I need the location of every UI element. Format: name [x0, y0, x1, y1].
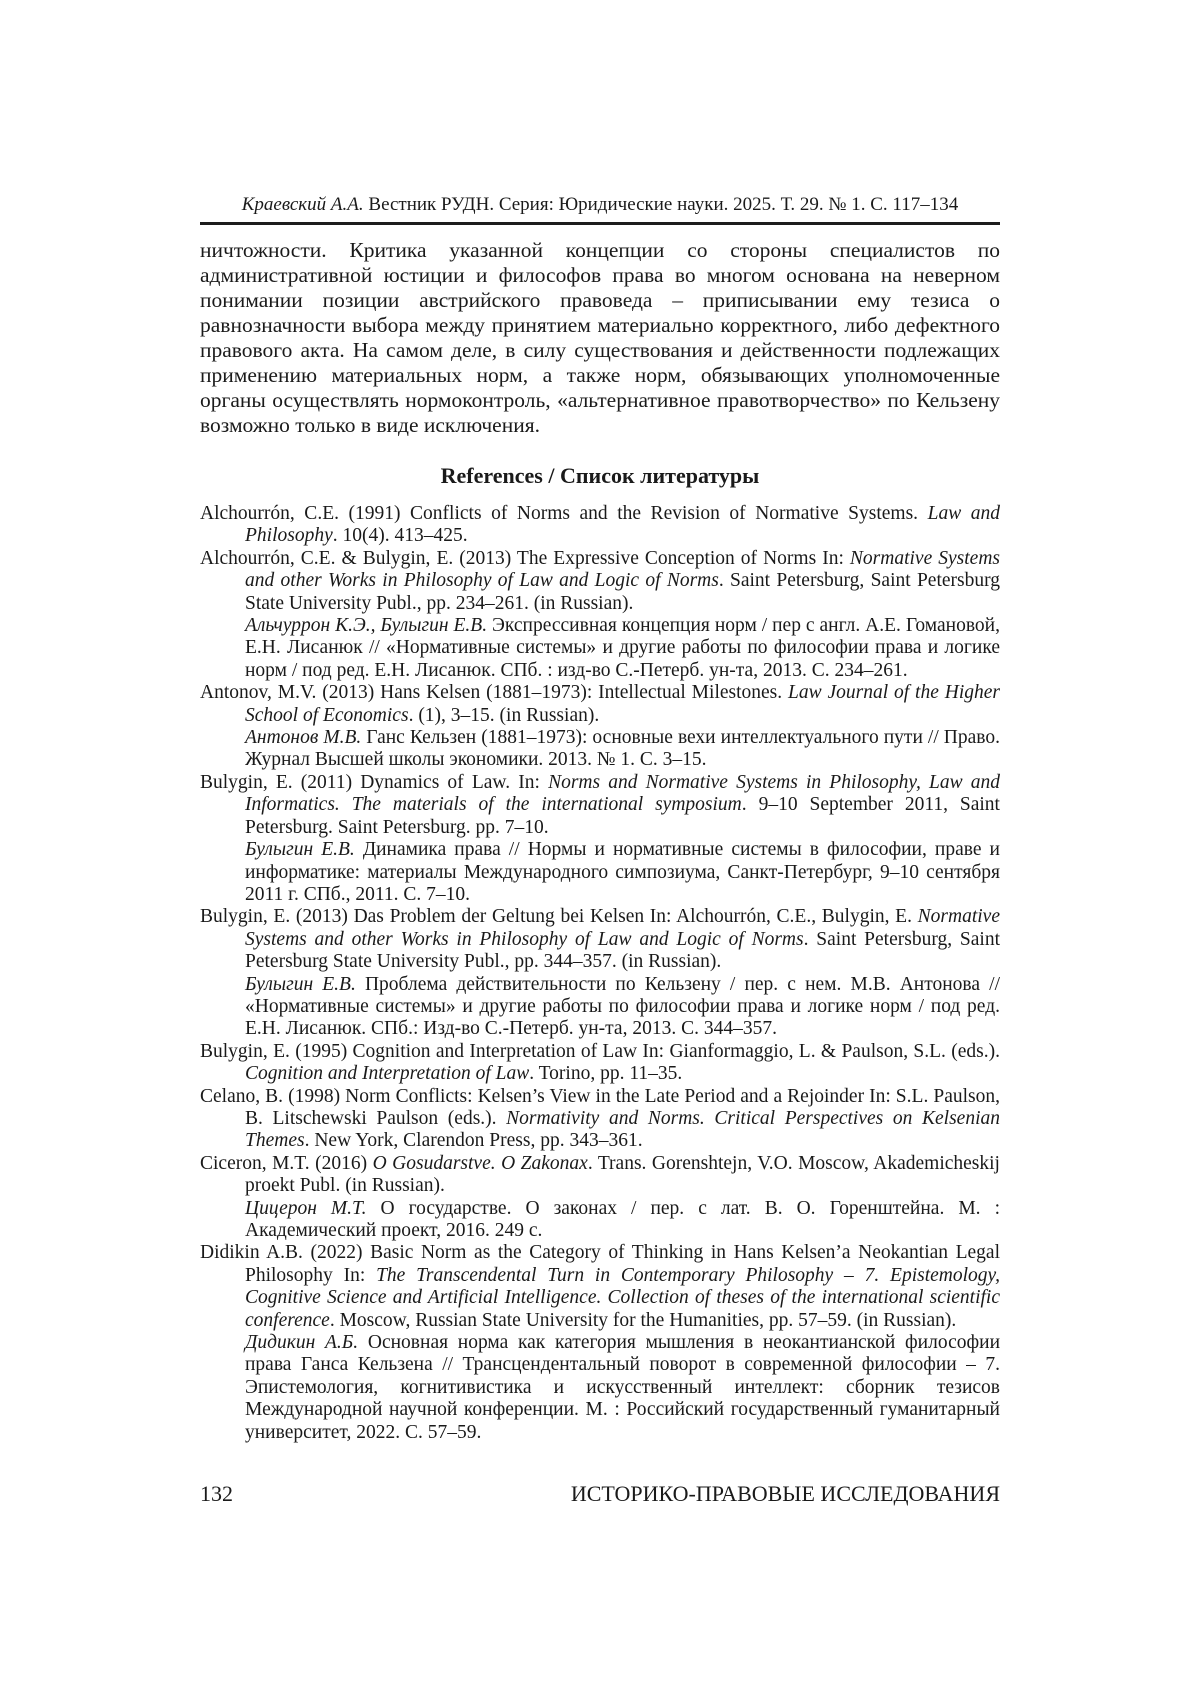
- body-paragraph: ничтожности. Критика указанной концепции со стороны специалистов по административной юстиции и философов права во многом основана на неверном понимании позиции австрийского правоведа – приписывании ему тезиса о равнозначности выбора между принятием материально корректного, либо дефектного правового акта. На самом деле, в силу существования и действенности подлежащих применению материальных норм, а также норм, обязывающих уполномоченные органы осуществлять нормоконтроль, «альтернативное правотворчество» по Кельзену возможно только в виде исключения.: [200, 238, 1000, 437]
- reference-entry: [200, 503, 1000, 548]
- running-head: [200, 193, 1000, 217]
- reference-main: Bulygin, E. (2013) Das Problem der Geltung bei Kelsen In: Alchourrón, C.E., Bulygin, E. Normative Systems and other Works in Philosophy of Law and Logic of Norms. Saint Petersburg, Saint Petersburg State University Publ., pp. 344–357. (in Russian).: [200, 906, 1001, 973]
- reference-main: Celano, B. (1998) Norm Conflicts: Kelsen’s View in the Late Period and a Rejoinder In: S.L. Paulson, B. Litschewski Paulson (eds.). Normativity and Norms. Critical Perspectives on Kelsenian Themes. New York, Clarendon Press, pp. 343–361.: [200, 1085, 1001, 1152]
- reference-main: Bulygin, E. (2011) Dynamics of Law. In: Norms and Normative Systems in Philosophy, Law and Informatics. The materials of the international symposium. 9–10 September 2011, Saint Petersburg. Saint Petersburg. pp. 7–10.: [200, 771, 1001, 838]
- references-heading: References / Список литературы: [440, 463, 760, 488]
- running-head-citation: Вестник РУДН. Серия: Юридические науки. 2025. Т. 29. № 1. С. 117–134: [363, 194, 959, 215]
- reference-entry: [200, 772, 1000, 906]
- reference-main: Ciceron, M.T. (2016) O Gosudarstve. O Zakonax. Trans. Gorenshtejn, V.O. Moscow, Akademicheskij proekt Publ. (in Russian).: [200, 1152, 1000, 1197]
- reference-main: Antonov, M.V. (2013) Hans Kelsen (1881–1973): Intellectual Milestones. Law Journal of the Higher School of Economics. (1), 3–15. (in Russian).: [200, 682, 1000, 726]
- reference-entry: [200, 906, 1000, 1040]
- running-head-author: Краевский А.А.: [241, 194, 364, 215]
- reference-translation: Дидикин А.Б. Основная норма как категория мышления в неокантианской философии права Ганса Кельзена // Трансцендентальный поворот в современной философии – 7. Эпистемология, когнитивистика и искусственный интеллект: сборник тезисов Международной научной конференции. М. : Российский государственный гуманитарный университет, 2022. С. 57–59.: [245, 1332, 1001, 1443]
- reference-entry: [200, 548, 1000, 682]
- reference-entry: [200, 1242, 1000, 1444]
- page-footer: [200, 1481, 1000, 1507]
- reference-entry: [200, 1041, 1000, 1086]
- reference-translation: Альчуррон К.Э., Булыгин Е.В. Экспрессивная концепция норм / пер с англ. А.Е. Гомановой, Е.Н. Лисанюк // «Нормативные системы» и другие работы по философии права и логике норм / под ред. Е.Н. Лисанюк. СПб. : изд-во С.-Петерб. ун-та, 2013. С. 234–261.: [245, 615, 1000, 681]
- reference-entry: [200, 1086, 1000, 1153]
- reference-translation: Цицерон М.Т. О государстве. О законах / пер. с лат. В. О. Горенштейна. М. : Академический проект, 2016. 249 с.: [245, 1197, 1000, 1241]
- reference-translation: Булыгин Е.В. Проблема действительности по Кельзену / пер. с нем. М.В. Антонова // «Нормативные системы» и другие работы по философии права и логике норм / под ред. Е.Н. Лисанюк. СПб.: Изд-во С.-Петерб. ун-та, 2013. С. 344–357.: [245, 973, 1000, 1040]
- reference-main: Bulygin, E. (1995) Cognition and Interpretation of Law In: Gianformaggio, L. & Paulson, S.L. (eds.). Cognition and Interpretation of Law. Torino, pp. 11–35.: [200, 1040, 1000, 1085]
- header-rule: [200, 222, 1000, 225]
- section-title: ИСТОРИКО-ПРАВОВЫЕ ИССЛЕДОВАНИЯ: [570, 1481, 1000, 1506]
- reference-entry: [200, 682, 1000, 772]
- reference-translation: Булыгин Е.В. Динамика права // Нормы и нормативные системы в философии, праве и информатике: материалы Международного симпозиума, Санкт-Петербург, 9–10 сентября 2011 г. СПб., 2011. С. 7–10.: [245, 839, 1000, 905]
- reference-entry: [200, 1153, 1000, 1243]
- reference-main: Didikin A.B. (2022) Basic Norm as the Category of Thinking in Hans Kelsen’a Neokantian Legal Philosophy In: The Transcendental Turn in Contemporary Philosophy – 7. Epistemology, Cognitive Science and Artificial Intelligence. Collection of theses of the international scientific conference. Moscow, Russian State University for the Humanities, pp. 57–59. (in Russian).: [200, 1242, 1000, 1331]
- reference-main: Alchourrón, C.E. (1991) Conflicts of Norms and the Revision of Normative Systems. Law and Philosophy. 10(4). 413–425.: [200, 503, 1000, 547]
- reference-main: Alchourrón, C.E. & Bulygin, E. (2013) The Expressive Conception of Norms In: Normative Systems and other Works in Philosophy of Law and Logic of Norms. Saint Petersburg, Saint Petersburg State University Publ., pp. 234–261. (in Russian).: [200, 547, 1001, 614]
- references-list: [200, 503, 1000, 1444]
- reference-translation: Антонов М.В. Ганс Кельзен (1881–1973): основные вехи интеллектуального пути // Право. Журнал Высшей школы экономики. 2013. № 1. С. 3–15.: [245, 727, 1000, 771]
- page-number: 132: [200, 1481, 233, 1506]
